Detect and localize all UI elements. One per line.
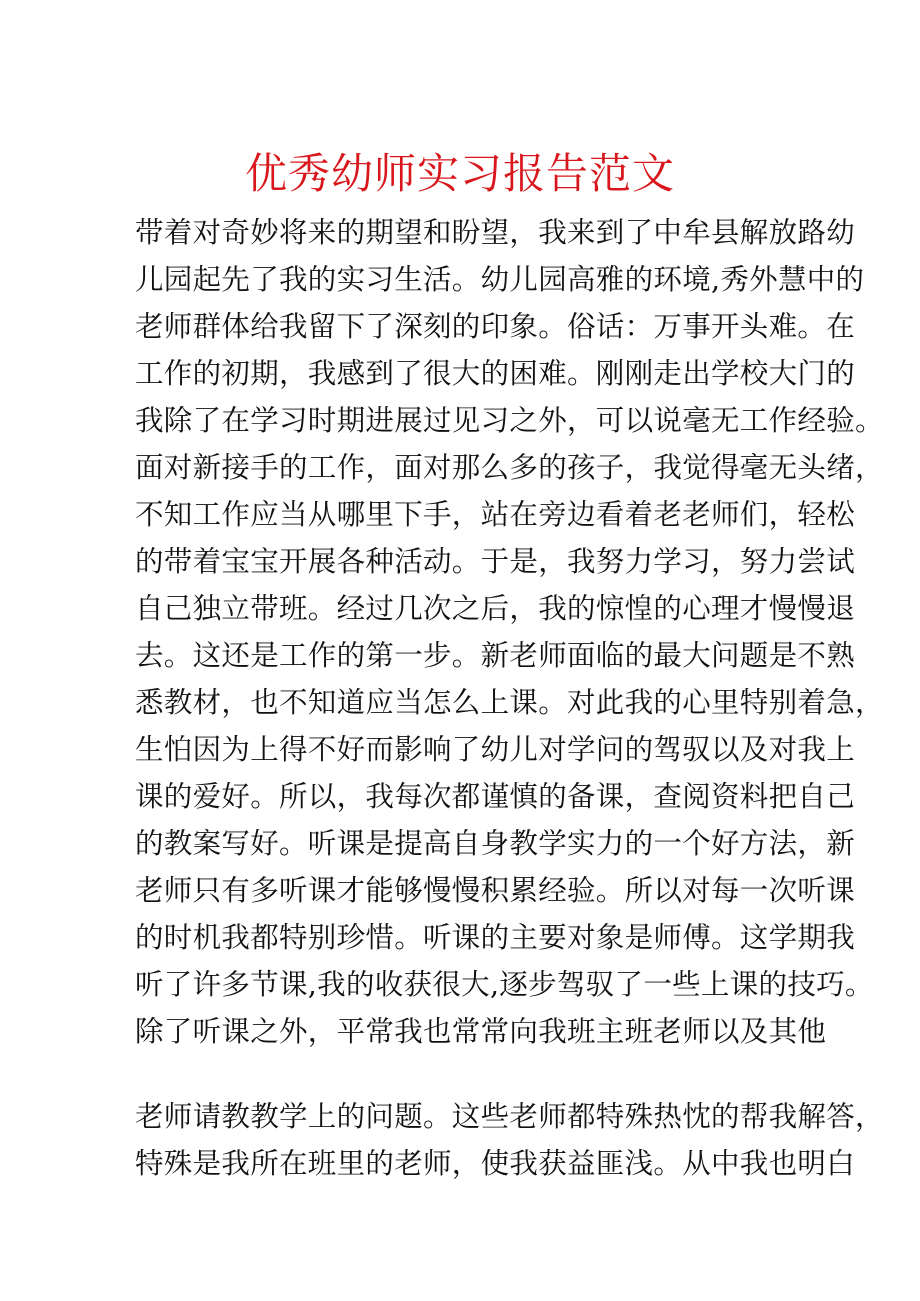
text-line: 的时机我都特别珍惜。听课的主要对象是师傅。这学期我 (135, 921, 856, 954)
text-line: 老师群体给我留下了深刻的印象。俗话：万事开头难。在 (135, 310, 856, 343)
text-line: 面对新接手的工作，面对那么多的孩子，我觉得毫无头绪， (135, 451, 884, 484)
text-line: 的带着宝宝开展各种活动。于是，我努力学习，努力尝试 (135, 545, 856, 578)
text-line: 除了听课之外，平常我也常常向我班主班老师以及其他 (135, 1015, 827, 1048)
document-title: 优秀幼师实习报告范文 (244, 149, 675, 198)
text-line: 老师只有多听课才能够慢慢积累经验。所以对每一次听课 (135, 874, 856, 907)
body-text-block-1 (135, 209, 884, 1055)
text-line: 老师请教教学上的问题。这些老师都特殊热忱的帮我解答， (135, 1100, 884, 1133)
text-line: 生怕因为上得不好而影响了幼儿对学问的驾驭以及对我上 (135, 733, 856, 766)
text-line: 去。这还是工作的第一步。新老师面临的最大问题是不熟 (135, 639, 856, 672)
text-line: 我除了在学习时期进展过见习之外，可以说毫无工作经验。 (135, 404, 884, 437)
body-text-block-2 (135, 1093, 884, 1187)
text-line: 的教案写好。听课是提高自身教学实力的一个好方法，新 (135, 827, 856, 860)
text-line: 课的爱好。所以，我每次都谨慎的备课，查阅资料把自己 (135, 780, 856, 813)
text-line: 工作的初期，我感到了很大的困难。刚刚走出学校大门的 (135, 357, 856, 390)
text-line: 自己独立带班。经过几次之后，我的惊惶的心理才慢慢退 (135, 592, 856, 625)
text-line: 儿园起先了我的实习生活。幼儿园高雅的环境,秀外慧中的 (135, 263, 865, 296)
text-line: 特殊是我所在班里的老师，使我获益匪浅。从中我也明白 (135, 1147, 856, 1180)
text-line: 不知工作应当从哪里下手，站在旁边看着老老师们，轻松 (135, 498, 856, 531)
text-line: 听了许多节课,我的收获很大,逐步驾驭了一些上课的技巧。 (135, 968, 874, 1001)
text-line: 悉教材，也不知道应当怎么上课。对此我的心里特别着急， (135, 686, 884, 719)
text-line: 带着对奇妙将来的期望和盼望，我来到了中牟县解放路幼 (135, 216, 856, 249)
